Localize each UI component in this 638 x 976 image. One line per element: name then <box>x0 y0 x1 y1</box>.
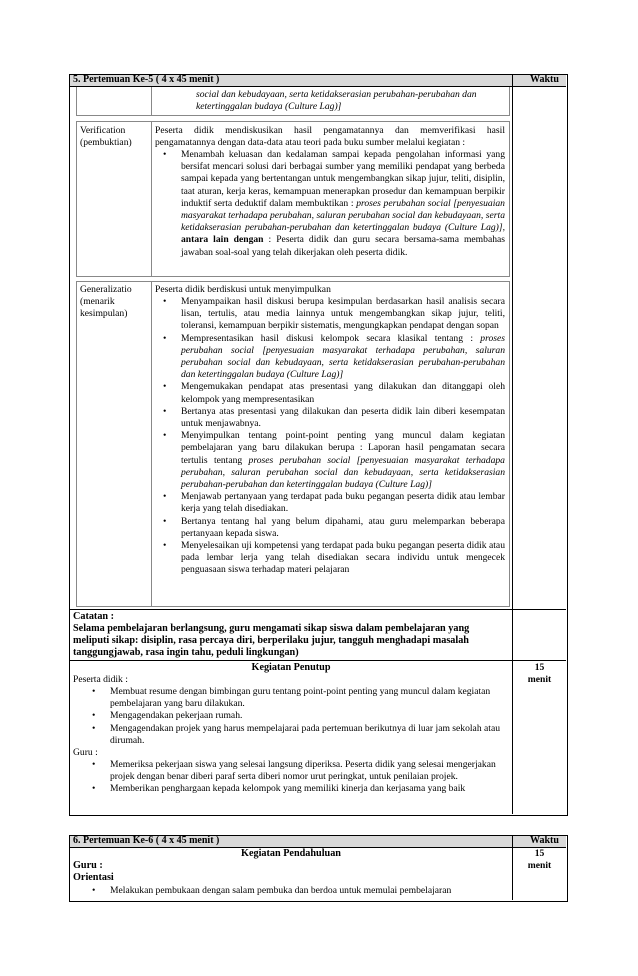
penutup-top-border <box>70 660 566 661</box>
meeting-5-title: 5. Pertemuan Ke-5 ( 4 x 45 menit ) <box>73 74 220 85</box>
penutup-peserta-bullet-3: • Mengagendakan projek yang harus mempelajarai pada pertemuan berikutnya di luar jam sekolah atau dirumah. <box>84 723 504 747</box>
penutup-guru-bullet-2: • Memberikan penghargaan kepada kelompok yang memiliki kinerja dan kerjasama yang baik <box>84 783 504 795</box>
verification-intro: Peserta didik mendiskusikan hasil pengamatannya dan memverifikasi hasil pengamatannya dengan data-data atau teori pada buku sumber melalui kegiatan : <box>155 125 505 149</box>
penutup-time-unit: menit <box>527 674 552 685</box>
verification-bullet-1: • Menambah keluasan dan kedalaman sampai kepada pengolahan informasi yang bersifat mencari solusi dari berbagai sumber yang memiliki pendapat yang berbeda sampai kepada yang bertentangan untuk mengembangkan sikap jujur, teliti, disiplin, taat aturan, kerja keras, kemampuan menerapkan prosedur dan kemampuan berpikir induktif serta deduktif dalam membuktikan : proses perubahan social [penyesuaian masyarakat terhadapa perubahan, saluran perubahan social dan kebudayaan, serta ketidakserasian perubahan-perubahan dan ketertinggalan budaya (Culture Lag)], antara lain dengan : Peserta didik dan guru secara bersama-sama membahas jawaban soal-soal yang telah dikerjakan oleh peserta didik. <box>155 149 505 259</box>
inner-divider-generalization <box>151 281 152 607</box>
waktu-label: Waktu <box>530 74 559 85</box>
continuation-line-1: social dan kebudayaan, serta ketidakserasian perubahan-perubahan dan <box>196 89 477 100</box>
generalization-intro: Peserta didik berdiskusi untuk menyimpulkan <box>155 284 331 295</box>
generalization-sublabel-1: (menarik <box>80 296 115 307</box>
continuation-line-2: ketertinggalan budaya (Culture Lag)] <box>196 101 342 112</box>
generalization-bullet-7: • Bertanya tentang hal yang belum dipahami, atau guru melemparkan beberapa pertanyaan kepada siswa. <box>155 516 505 540</box>
generalization-bullet-4: • Bertanya atas presentasi yang dilakukan dan peserta didik lain diberi kesempatan untuk menjawabnya. <box>155 406 505 430</box>
generalization-bullet-3: • Mengemukakan pendapat atas presentasi yang dilakukan dan ditanggapi oleh kelompok yang mempresentasikan <box>155 381 505 405</box>
penutup-guru-bullet-1: • Memeriksa pekerjaan siswa yang selesai langsung diperiksa. Peserta didik yang selesai mengerjakan projek dengan benar diberi paraf serta diberi nomor urut peringkat, untuk penilaian projek. <box>84 759 504 783</box>
generalization-bullet-6: • Menjawab pertanyaan yang terdapat pada buku pegangan peserta didik atau lembar kerja yang telah disediakan. <box>155 491 505 515</box>
penutup-peserta-list <box>84 686 504 747</box>
penutup-guru-list <box>84 759 504 796</box>
catatan-text: Selama pembelajaran berlangsung, guru mengamati sikap siswa dalam pembelajaran yang meliputi sikap: disiplin, rasa percaya diri, berperilaku jujur, tangguh menghadapi masalah tanggungjawab, rasa ingin tahu, peduli lingkungan) <box>73 623 470 659</box>
waktu-divider <box>512 75 513 665</box>
meeting-6-waktu-label: Waktu <box>530 835 559 846</box>
verification-label: Verification <box>80 125 126 136</box>
catatan-title: Catatan : <box>73 611 115 622</box>
penutup-title: Kegiatan Penutup <box>251 662 331 673</box>
generalization-list <box>155 296 505 577</box>
penutup-peserta-bullet-1: • Membuat resume dengan bimbingan guru tentang point-point penting yang muncul dalam kegiatan pembelajaran yang baru dilakukan. <box>84 686 504 710</box>
inner-divider-verification <box>151 121 152 277</box>
pendahuluan-title: Kegiatan Pendahuluan <box>241 848 341 859</box>
pendahuluan-time-value: 15 <box>534 848 545 859</box>
orientasi-label: Orientasi <box>73 872 114 883</box>
penutup-guru-label: Guru : <box>73 747 98 758</box>
pendahuluan-time-unit: menit <box>527 860 552 871</box>
penutup-peserta-bullet-2: • Mengagendakan pekerjaan rumah. <box>84 710 504 722</box>
inner-divider-cont <box>151 87 152 116</box>
catatan-top-border <box>70 609 566 610</box>
penutup-time-value: 15 <box>534 662 545 673</box>
generalization-bullet-5: • Menyimpulkan tentang point-point penting yang muncul dalam kegiatan pembelajaran yang baru dilakukan berupa : Laporan hasil pengamatan secara tertulis tentang proses perubahan social [penyesuaian masyarakat terhadapa perubahan, saluran perubahan social dan kebudayaan, serta ketidakserasian perubahan-perubahan dan ketertinggalan budaya (Culture Lag)] <box>155 430 505 491</box>
verification-sublabel: (pembuktian) <box>80 137 132 148</box>
generalization-label: Generalizatio <box>80 284 132 295</box>
orientasi-bullet-1: • Melakukan pembukaan dengan salam pembuka dan berdoa untuk memulai pembelajaran <box>84 885 504 897</box>
verification-list <box>155 149 505 259</box>
generalization-bullet-1: • Menyampaikan hasil diskusi berupa kesimpulan berdasarkan hasil analisis secara lisan, tertulis, atau media lainnya untuk mengembangkan sikap jujur, teliti, toleransi, kemampuan berpikir sistematis, mengungkapkan pendapat dengan sopan <box>155 296 505 333</box>
meeting-6-guru-label: Guru : <box>73 860 103 871</box>
penutup-peserta-label: Peserta didik : <box>73 674 128 685</box>
generalization-sublabel-2: kesimpulan) <box>80 308 128 319</box>
orientasi-list <box>84 885 504 897</box>
generalization-bullet-2: • Mempresentasikan hasil diskusi kelompok secara klasikal tentang : proses perubahan social [penyesuaian masyarakat terhadapa perubahan, saluran perubahan social dan kebudayaan, serta ketidakserasian perubahan-perubahan dan ketertinggalan budaya (Culture Lag)] <box>155 333 505 382</box>
generalization-bullet-8: • Menyelesaikan uji kompetensi yang terdapat pada buku pegangan peserta didik atau pada lembar lerja yang telah disediakan secara individu untuk mengecek penguasaan siswa terhadap materi pelajaran <box>155 540 505 577</box>
meeting-6-title: 6. Pertemuan Ke-6 ( 4 x 45 menit ) <box>73 835 220 846</box>
